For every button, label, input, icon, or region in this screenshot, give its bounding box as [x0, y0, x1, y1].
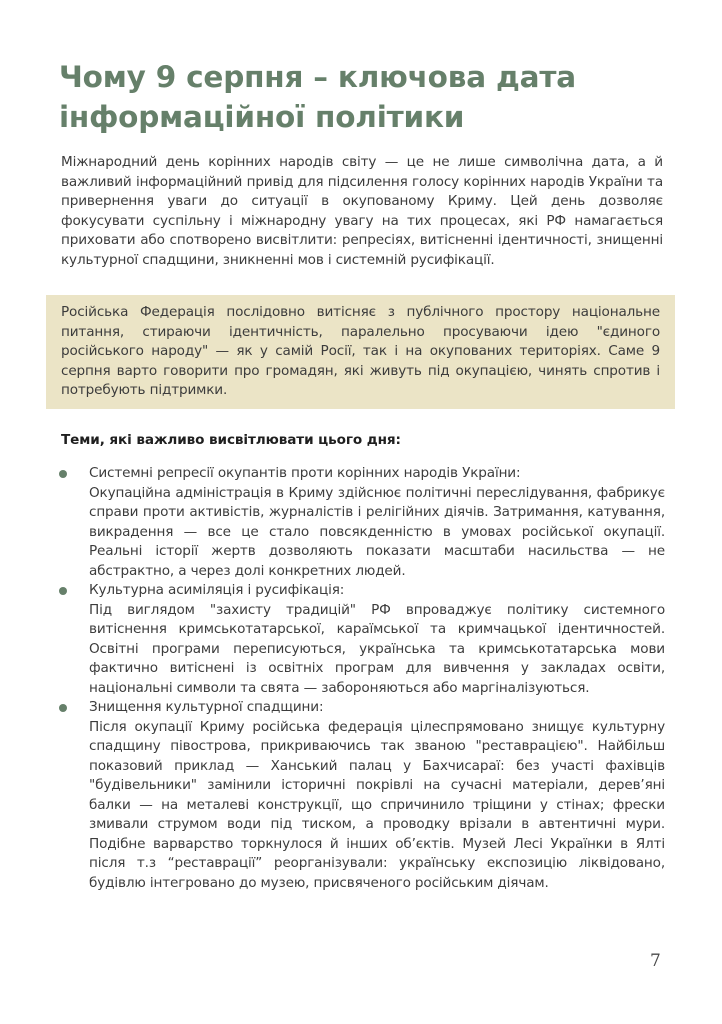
- bullet-dot-icon: [59, 470, 67, 478]
- page-number: 7: [650, 951, 661, 971]
- callout-text: Російська Федерація послідовно витісняє з публічного простору національне питання, стираючи ідентичність, паралельно просуваючи ідею "єдиного російського народу" — як у самій Росії, так і на окупованих територіях. Саме 9 серпня варто говорити про громадян, які живуть під окупацією, чинять спротив і потребують підтримки.: [61, 304, 660, 398]
- topic-title: Знищення культурної спадщини:: [89, 699, 324, 715]
- page-title: Чому 9 серпня – ключова дата інформаційної політики: [59, 60, 576, 134]
- topic-body: Після окупації Криму російська федерація цілеспрямовано знищує культурну спадщину півострова, прикриваючись так званою "реставрацією". Найбільш показовий приклад — Ханський палац у Бахчисараї: без участі фахівців "будівельники" замінили історичні покрівлі на сучасні матеріали, дерев’яні балки — на металеві конструкції, що спричинило тріщини у стінах; фрески змивали струмом води під тиском, а проводку врізали в автентичні мури. Подібне варварство торкнулося й інших об’єктів. Музей Лесі Українки в Ялті після т.з “реставрації” реорганізували: українську експозицію ліквідовано, будівлю інтегровано до музею, присвяченого російським діячам.: [89, 718, 665, 891]
- section-heading: Теми, які важливо висвітлювати цього дня:: [61, 432, 401, 448]
- topics-list: [0, 464, 722, 893]
- topic-body: Окупаційна адміністрація в Криму здійснює політичні переслідування, фабрикує справи проти активістів, журналістів і релігійних діячів. Затримання, катування, викрадення — все це стало повсякденністю в умовах російської окупації. Реальні історії жертв дозволяють показати масштаби насильства — не абстрактно, а через долі конкретних людей.: [89, 484, 665, 579]
- list-item: [0, 464, 665, 581]
- list-item: [0, 581, 665, 698]
- topic-title: Культурна асиміляція і русифікація:: [89, 582, 345, 598]
- list-item: [0, 698, 665, 893]
- topic-title: Системні репресії окупантів проти корінних народів України:: [89, 465, 521, 481]
- bullet-dot-icon: [59, 587, 67, 595]
- intro-paragraph: Міжнародний день корінних народів світу — це не лише символічна дата, а й важливий інформаційний привід для підсилення голосу корінних народів України та привернення уваги до ситуації в окупованому Криму. Цей день дозволяє фокусувати суспільну і міжнародну увагу на тих процесах, які РФ намагається приховати або спотворено висвітлити: репресіях, витісненні ідентичності, знищенні культурної спадщини, зникненні мов і системній русифікації.: [61, 154, 663, 268]
- bullet-dot-icon: [59, 704, 67, 712]
- highlight-callout: [46, 295, 675, 409]
- topic-body: Під виглядом "захисту традицій" РФ впроваджує політику системного витіснення кримськотатарської, караїмської та кримчацької ідентичностей. Освітні програми переписуються, українська та кримськотатарська мови фактично витіснені із освітніх програм для вивчення у закладах освіти, національні символи та свята — забороняються або маргіналізуються.: [89, 601, 665, 696]
